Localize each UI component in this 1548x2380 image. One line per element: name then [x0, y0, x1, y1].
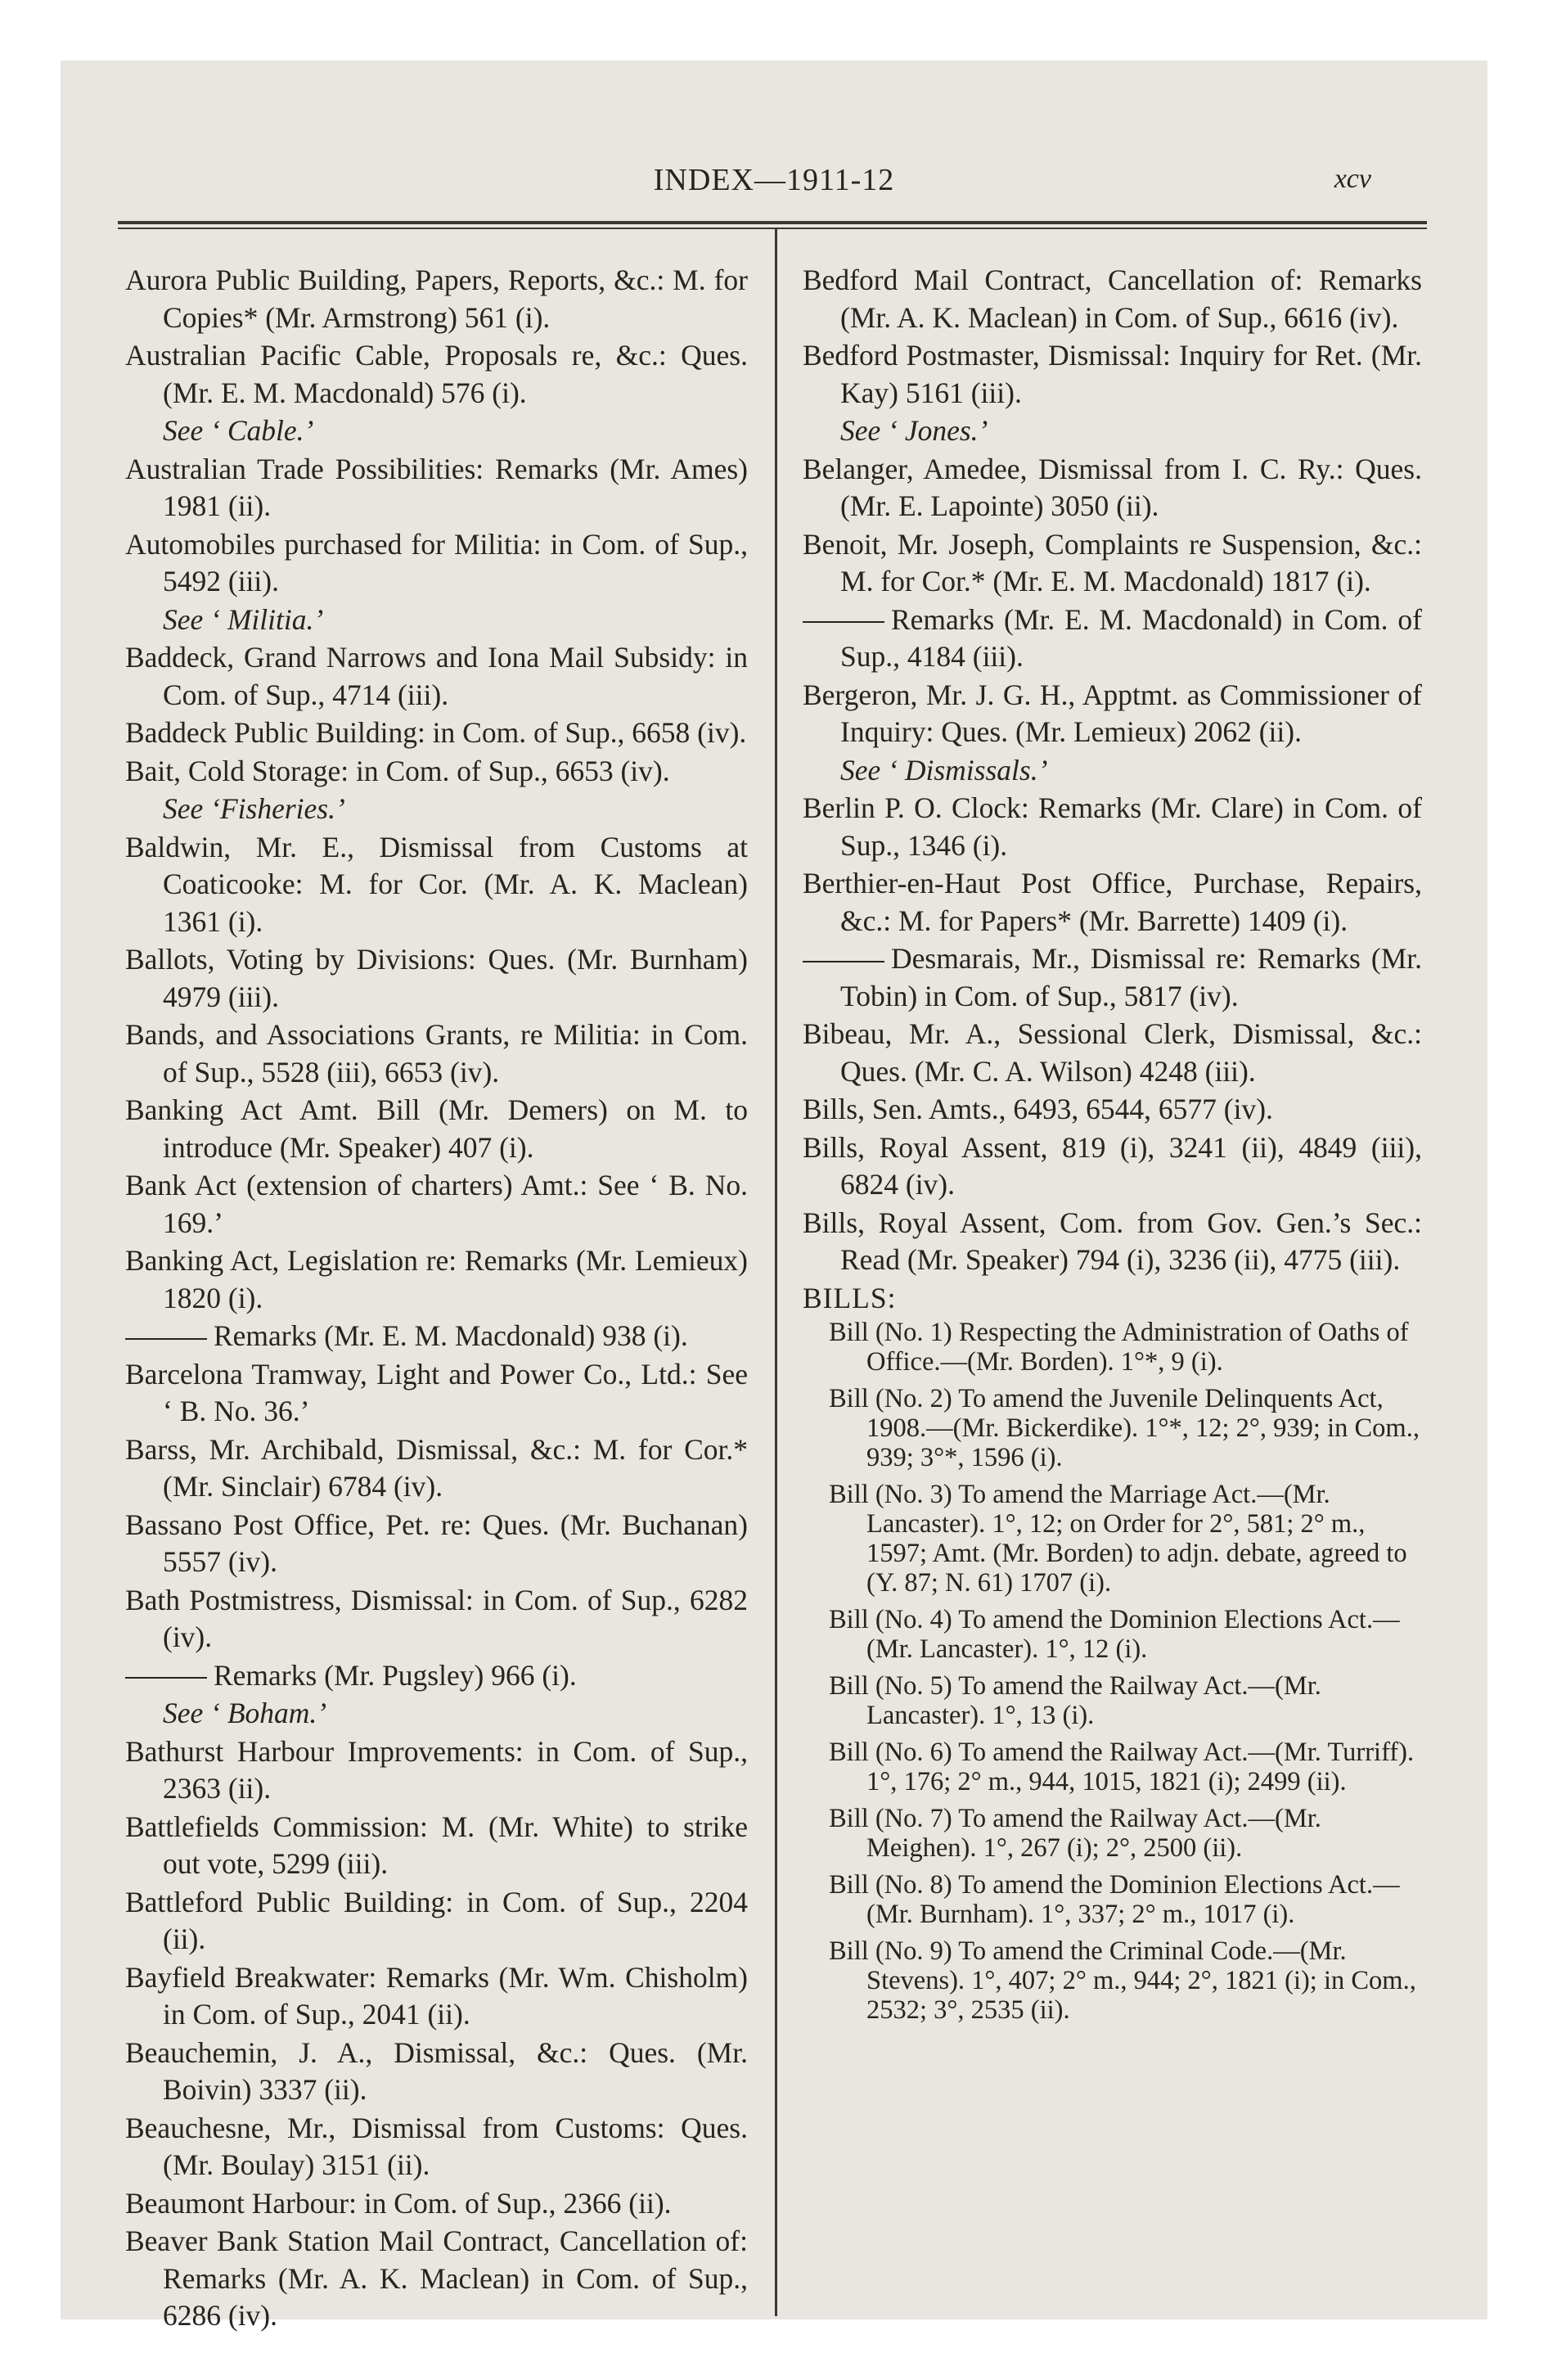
- bill-entry: Bill (No. 1) Respecting the Administration of Oaths of Office.—(Mr. Borden). 1°*, 9 (i).: [829, 1318, 1409, 1377]
- bill-entry: Bill (No. 3) To amend the Marriage Act.—(Mr. Lancaster). 1°, 12; on Order for 2°, 581; 2° m., 1597; Amt. (Mr. Borden) to adjn. debate, agreed to (Y. 87; N. 61) 1707 (i).: [829, 1480, 1407, 1598]
- index-subentry: [803, 940, 1422, 1015]
- index-entry: Bills, Sen. Amts., 6493, 6544, 6577 (iv).: [803, 1093, 1273, 1125]
- page-title: INDEX—1911-12: [653, 163, 895, 197]
- index-see-reference: See ‘ Boham.’: [163, 1697, 327, 1729]
- index-entry: Battlefields Commission: M. (Mr. White) to strike out vote, 5299 (iii).: [125, 1810, 748, 1880]
- index-see-reference: See ‘ Dismissals.’: [840, 753, 1048, 787]
- index-entry: Bathurst Harbour Improvements: in Com. of Sup., 2363 (ii).: [125, 1734, 748, 1805]
- index-subentry-text: Remarks (Mr. E. M. Macdonald) 938 (i).: [214, 1319, 688, 1352]
- header-rule-thin: [118, 228, 1427, 229]
- index-entry: Bayfield Breakwater: Remarks (Mr. Wm. Chisholm) in Com. of Sup., 2041 (ii).: [125, 1960, 748, 2031]
- index-entry: Ballots, Voting by Divisions: Ques. (Mr. Burnham) 4979 (iii).: [125, 943, 748, 1013]
- index-column-right: [803, 262, 1422, 2032]
- index-entry: Berthier-en-Haut Post Office, Purchase, Repairs, &c.: M. for Papers* (Mr. Barrette) 1409 (i).: [803, 867, 1422, 937]
- index-subentry-text: Remarks (Mr. E. M. Macdonald) in Com. of Sup., 4184 (iii).: [840, 602, 1422, 673]
- index-entry: Belanger, Amedee, Dismissal from I. C. Ry.: Ques. (Mr. E. Lapointe) 3050 (ii).: [803, 452, 1422, 522]
- bill-entry: Bill (No. 2) To amend the Juvenile Delinquents Act, 1908.—(Mr. Bickerdike). 1°*, 12; 2°, 939; in Com., 939; 3°*, 1596 (i).: [829, 1384, 1420, 1472]
- index-entry: Barcelona Tramway, Light and Power Co., Ltd.: See ‘ B. No. 36.’: [125, 1357, 748, 1427]
- bill-entry: Bill (No. 7) To amend the Railway Act.—(Mr. Meighen). 1°, 267 (i); 2°, 2500 (ii).: [829, 1804, 1321, 1863]
- bill-entry: Bill (No. 8) To amend the Dominion Elections Act.—(Mr. Burnham). 1°, 337; 2° m., 1017 (i).: [829, 1870, 1400, 1929]
- header-rule-thick: [118, 221, 1427, 224]
- index-entry: Baldwin, Mr. E., Dismissal from Customs at Coaticooke: M. for Cor. (Mr. A. K. Maclean) 1361 (i).: [125, 830, 748, 938]
- index-entry: Bait, Cold Storage: in Com. of Sup., 6653 (iv).: [125, 754, 670, 787]
- bill-entry: Bill (No. 4) To amend the Dominion Elections Act.—(Mr. Lancaster). 1°, 12 (i).: [829, 1605, 1400, 1664]
- index-entry: Barss, Mr. Archibald, Dismissal, &c.: M. for Cor.* (Mr. Sinclair) 6784 (iv).: [125, 1432, 748, 1503]
- index-subentry-text: Desmarais, Mr., Dismissal re: Remarks (Mr. Tobin) in Com. of Sup., 5817 (iv).: [840, 942, 1422, 1012]
- index-entry: Bibeau, Mr. A., Sessional Clerk, Dismissal, &c.: Ques. (Mr. C. A. Wilson) 4248 (iii).: [803, 1017, 1422, 1088]
- index-entry: Battleford Public Building: in Com. of Sup., 2204 (ii).: [125, 1885, 748, 1955]
- index-subentry: [125, 1318, 748, 1355]
- bill-entry: Bill (No. 9) To amend the Criminal Code.—(Mr. Stevens). 1°, 407; 2° m., 944; 2°, 1821 (i); in Com., 2532; 3°, 2535 (ii).: [829, 1936, 1416, 2025]
- ditto-dash: [125, 1677, 207, 1679]
- index-entry: Bands, and Associations Grants, re Militia: in Com. of Sup., 5528 (iii), 6653 (iv).: [125, 1018, 748, 1089]
- index-entry: Baddeck, Grand Narrows and Iona Mail Subsidy: in Com. of Sup., 4714 (iii).: [125, 641, 748, 711]
- ditto-dash: [125, 1338, 207, 1340]
- index-entry: Banking Act Amt. Bill (Mr. Demers) on M. to introduce (Mr. Speaker) 407 (i).: [125, 1093, 748, 1164]
- index-subentry: [125, 1657, 748, 1695]
- index-see-reference: See ‘Fisheries.’: [163, 792, 345, 825]
- index-entry: Australian Trade Possibilities: Remarks (Mr. Ames) 1981 (ii).: [125, 452, 748, 522]
- page-scan: [61, 61, 1487, 2332]
- index-entry: Aurora Public Building, Papers, Reports, &c.: M. for Copies* (Mr. Armstrong) 561 (i).: [125, 264, 748, 334]
- index-entry: Bills, Royal Assent, 819 (i), 3241 (ii), 4849 (iii), 6824 (iv).: [803, 1130, 1422, 1201]
- index-entry: Berlin P. O. Clock: Remarks (Mr. Clare) in Com. of Sup., 1346 (i).: [803, 791, 1422, 862]
- index-entry: Bergeron, Mr. J. G. H., Apptmt. as Commissioner of Inquiry: Ques. (Mr. Lemieux) 2062 (ii).: [803, 678, 1422, 748]
- index-column-left: [125, 262, 748, 2336]
- index-entry: Bedford Mail Contract, Cancellation of: Remarks (Mr. A. K. Maclean) in Com. of Sup., 6616 (iv).: [803, 264, 1422, 334]
- index-see-reference: See ‘ Cable.’: [163, 414, 314, 447]
- index-entry: Beaumont Harbour: in Com. of Sup., 2366 (ii).: [125, 2186, 672, 2220]
- index-entry: Bank Act (extension of charters) Amt.: See ‘ B. No. 169.’: [125, 1169, 748, 1239]
- index-entry: Bedford Postmaster, Dismissal: Inquiry for Ret. (Mr. Kay) 5161 (iii).: [803, 339, 1422, 409]
- index-entry: Beauchesne, Mr., Dismissal from Customs: Ques. (Mr. Boulay) 3151 (ii).: [125, 2111, 748, 2181]
- index-see-reference: See ‘ Jones.’: [840, 414, 988, 447]
- index-entry: Beauchemin, J. A., Dismissal, &c.: Ques. (Mr. Boivin) 3337 (ii).: [125, 2035, 748, 2106]
- index-subentry-text: Remarks (Mr. Pugsley) 966 (i).: [214, 1658, 577, 1692]
- index-subentry: [803, 602, 1422, 676]
- index-see-reference: See ‘ Militia.’: [163, 602, 324, 636]
- bills-heading: BILLS:: [803, 1281, 897, 1314]
- index-entry: Baddeck Public Building: in Com. of Sup., 6658 (iv).: [125, 716, 747, 749]
- page-number: xcv: [1334, 164, 1371, 194]
- index-entry: Banking Act, Legislation re: Remarks (Mr. Lemieux) 1820 (i).: [125, 1244, 748, 1314]
- ditto-dash: [803, 961, 884, 962]
- bill-entry: Bill (No. 6) To amend the Railway Act.—(Mr. Turriff). 1°, 176; 2° m., 944, 1015, 1821 (i); 2499 (ii).: [829, 1738, 1415, 1796]
- ditto-dash: [803, 621, 884, 623]
- index-entry: Beaver Bank Station Mail Contract, Cancellation of: Remarks (Mr. A. K. Maclean) in Com. of Sup., 6286 (iv).: [125, 2224, 748, 2332]
- index-entry: Bassano Post Office, Pet. re: Ques. (Mr. Buchanan) 5557 (iv).: [125, 1508, 748, 1578]
- column-divider: [775, 229, 777, 2316]
- index-entry: Bills, Royal Assent, Com. from Gov. Gen.’s Sec.: Read (Mr. Speaker) 794 (i), 3236 (ii), 4775 (iii).: [803, 1206, 1422, 1276]
- bill-entry: Bill (No. 5) To amend the Railway Act.—(Mr. Lancaster). 1°, 13 (i).: [829, 1671, 1321, 1730]
- index-entry: Australian Pacific Cable, Proposals re, &c.: Ques. (Mr. E. M. Macdonald) 576 (i).: [125, 339, 748, 409]
- index-entry: Bath Postmistress, Dismissal: in Com. of Sup., 6282 (iv).: [125, 1583, 748, 1653]
- index-entry: Automobiles purchased for Militia: in Com. of Sup., 5492 (iii).: [125, 527, 748, 597]
- index-entry: Benoit, Mr. Joseph, Complaints re Suspension, &c.: M. for Cor.* (Mr. E. M. Macdonald) 1817 (i).: [803, 527, 1422, 597]
